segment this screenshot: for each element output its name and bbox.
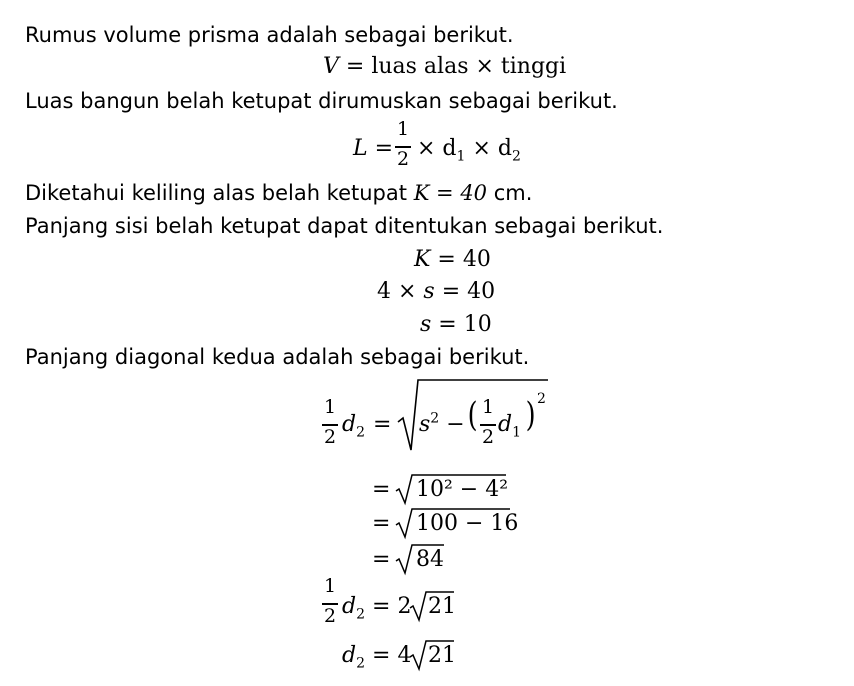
text-line-perimeter: Diketahui keliling alas belah ketupat K = 40 cm.: [25, 181, 533, 205]
text-line-diagonal-intro: Panjang diagonal kedua adalah sebagai berikut.: [25, 345, 530, 369]
equation-k: K = 40: [414, 247, 491, 272]
right-paren: ): [525, 395, 536, 435]
equation-4s: 4 × s = 40: [377, 279, 496, 304]
step-4: = 2 21: [372, 594, 456, 619]
area-rhs: × $d_1 \times d_2$: [417, 136, 521, 165]
left-paren: (: [467, 395, 478, 435]
d2-lhs: $d_2$: [342, 594, 366, 623]
step-2: = 100 − 16: [372, 511, 519, 536]
inner-s-squared: $s^2$ −: [419, 410, 465, 437]
text-line-area-intro: Luas bangun belah ketupat dirumuskan sebagai berikut.: [25, 89, 618, 113]
outer-exponent: 2: [537, 391, 546, 407]
frac-denominator: 2: [396, 148, 410, 170]
frac-numerator: 1: [323, 575, 337, 597]
frac-numerator: 1: [481, 396, 495, 418]
frac-denominator: 2: [481, 426, 495, 448]
frac-denominator: 2: [323, 605, 337, 627]
eq-sign: =: [373, 412, 392, 437]
equation-volume: V = luas alas × tinggi: [323, 54, 567, 79]
equation-final: $d_2 = 4$ 21: [342, 643, 456, 672]
frac-numerator: 1: [323, 396, 337, 418]
equation-s: s = 10: [420, 312, 492, 337]
step-1: = 10² − 4²: [372, 477, 509, 502]
step-3: = 84: [372, 547, 444, 572]
area-lhs: L =: [353, 136, 394, 161]
frac-denominator: 2: [323, 426, 337, 448]
frac-numerator: 1: [396, 118, 410, 140]
text-line-side-intro: Panjang sisi belah ketupat dapat ditentukan sebagai berikut.: [25, 214, 664, 238]
d1-inner: $d_1$: [498, 412, 522, 441]
d2-lhs: $d_2$: [342, 412, 366, 441]
text-line-volume-intro: Rumus volume prisma adalah sebagai berikut.: [25, 23, 514, 47]
